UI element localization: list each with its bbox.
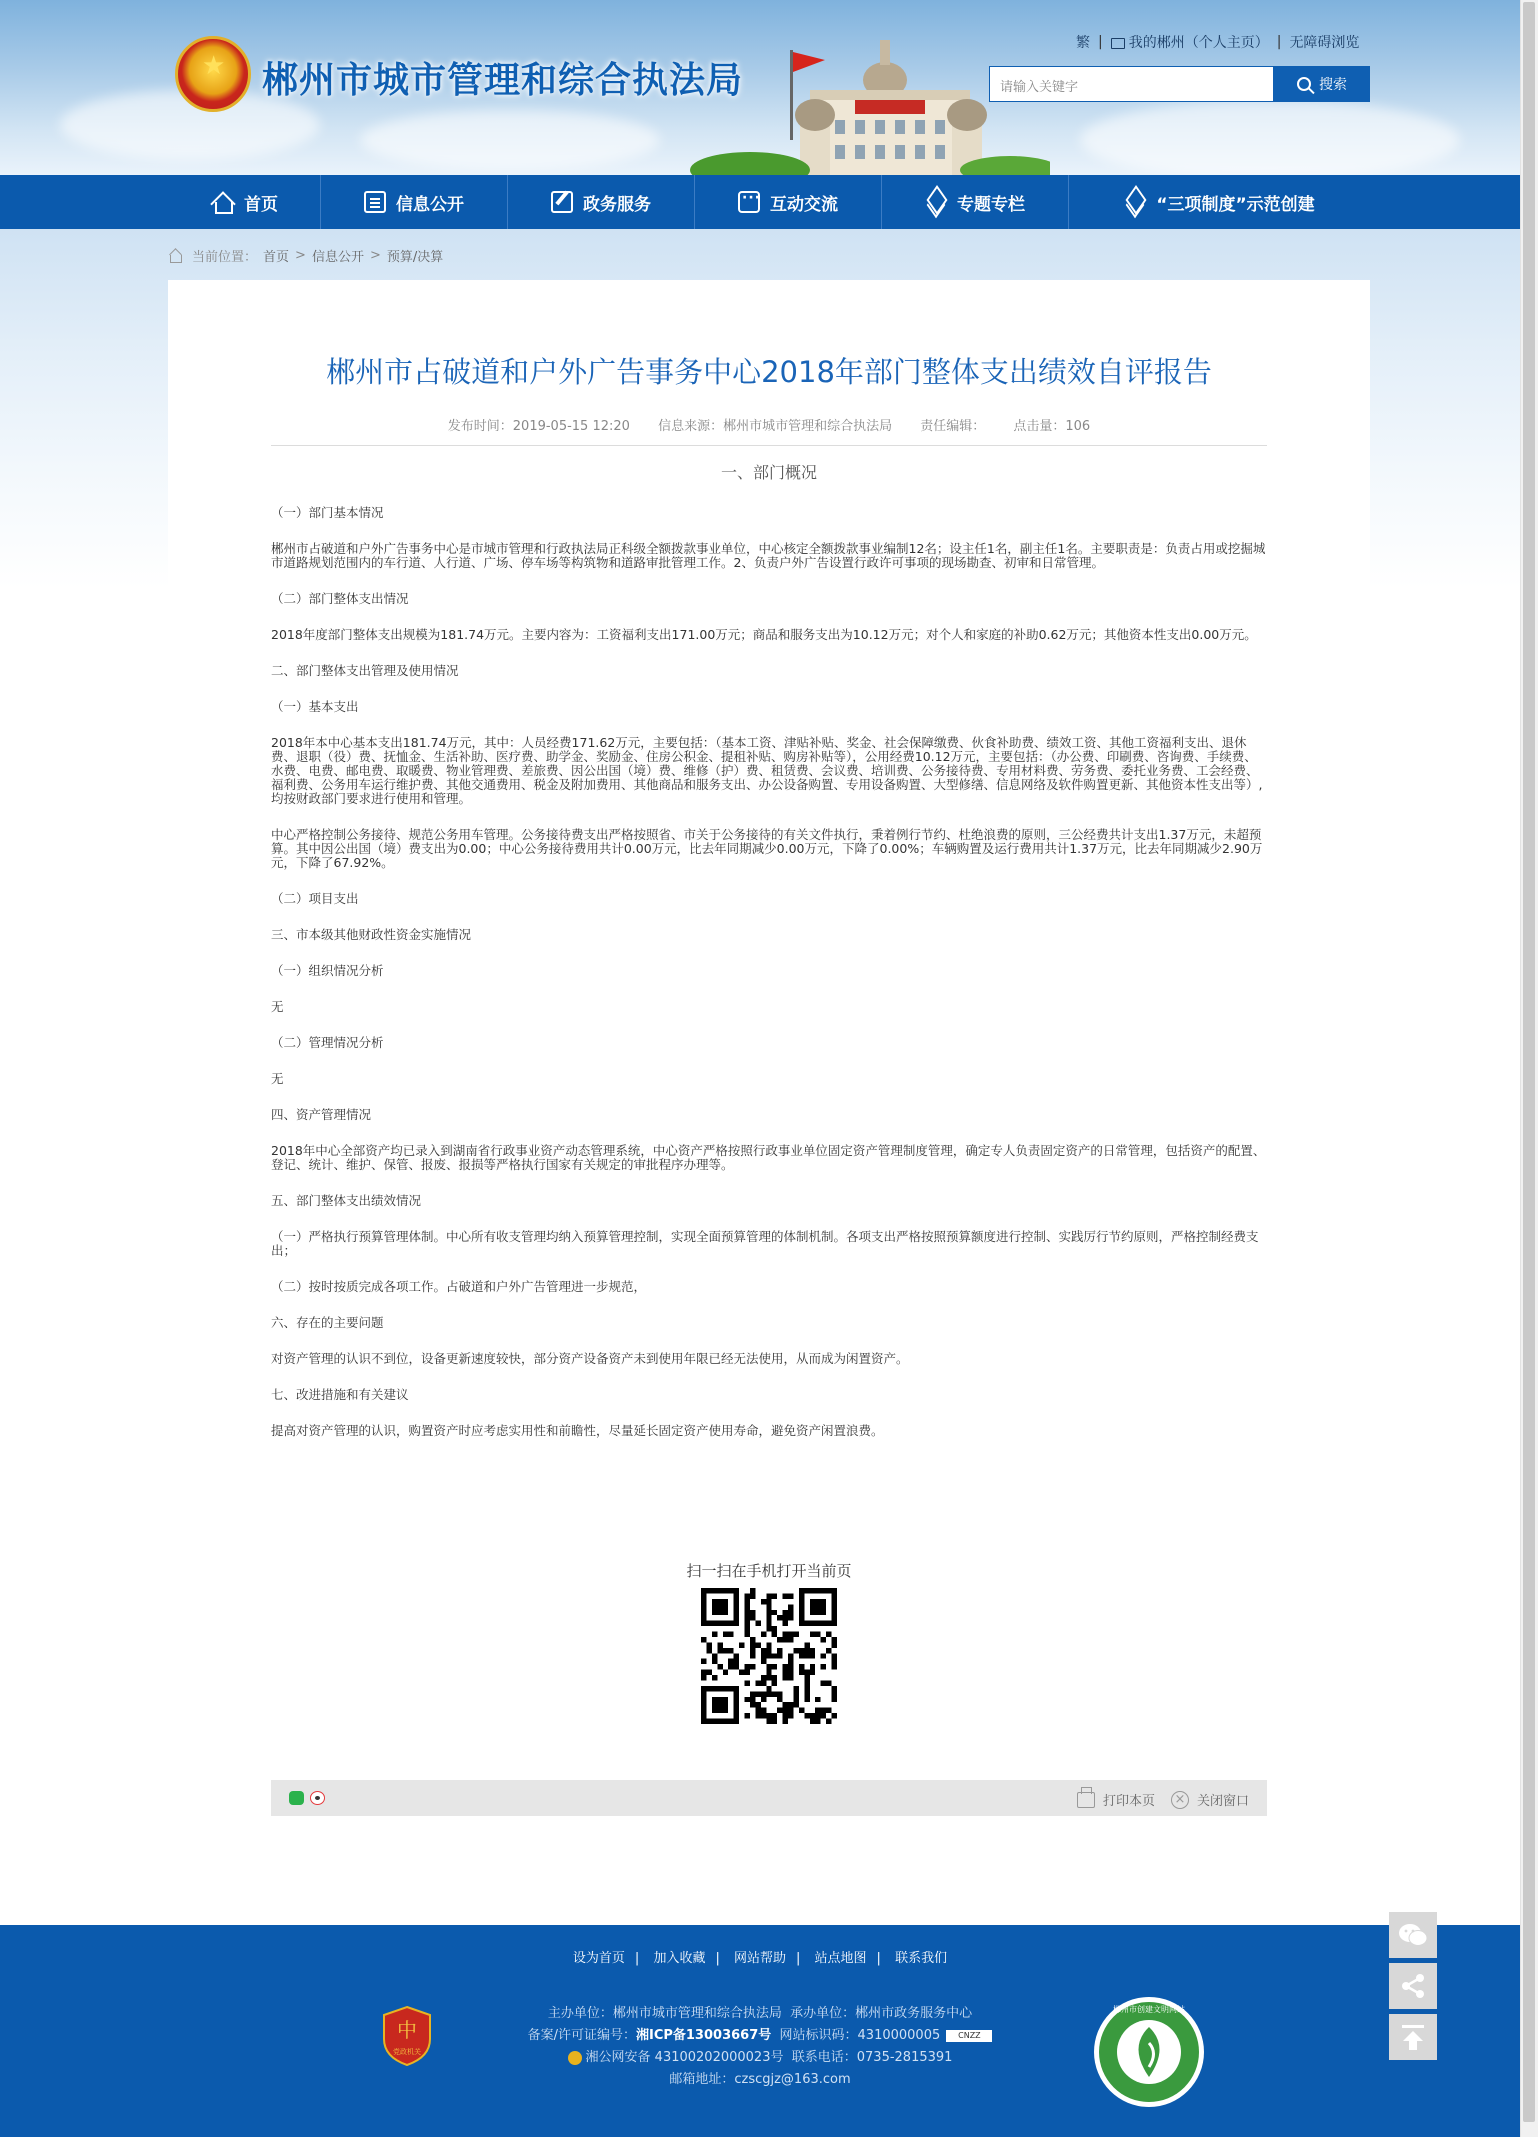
edit-icon xyxy=(551,191,573,213)
site-title[interactable]: 郴州市城市管理和综合执法局 xyxy=(262,60,744,101)
police-badge-icon xyxy=(568,2051,582,2065)
icp-label: 备案/许可证编号： xyxy=(527,2028,636,2043)
paragraph: 2018年中心全部资产均已录入到湖南省行政事业资产动态管理系统，中心资产严格按照行政事业单位固定资产管理制度管理，确定专人负责固定资产的日常管理，包括资产的配置、登记、统计、维护、保管、报废、报损等严格执行国家有关规定的审批程序办理等。 xyxy=(271,1143,1266,1172)
paragraph: 四、资产管理情况 xyxy=(271,1107,372,1122)
breadcrumb-home-link[interactable]: 首页 xyxy=(263,250,290,265)
breadcrumb-budget-link[interactable]: 预算/决算 xyxy=(386,250,444,265)
paragraph: 对资产管理的认识不到位，设备更新速度较快，部分资产设备资产未到使用年限已经无法使用，从而成为闲置资产。 xyxy=(271,1351,909,1366)
nav-item-label: 信息公开 xyxy=(396,194,464,215)
section-heading: 一、部门概况 xyxy=(720,463,817,482)
breadcrumb-info-link[interactable]: 信息公开 xyxy=(311,250,364,265)
article-toolbar xyxy=(271,1780,1267,1816)
badge-right-text: 郴州市创建文明网站 xyxy=(1113,2005,1185,2014)
close-icon: × xyxy=(1171,1791,1189,1809)
document-icon xyxy=(364,191,386,213)
paragraph: 六、存在的主要问题 xyxy=(271,1315,384,1330)
paragraph: 2018年本中心基本支出181.74万元，其中：人员经费171.62万元，主要包括：（基本工资、津贴补贴、奖金、社会保障缴费、伙食补助费、绩效工资、其他工资福利支出、退休费、退职（役）费、抚恤金、生活补助、医疗费、助学金、奖励金、住房公积金、提租补贴、购房补贴等），公用经费10.12万元，主要包括：（办公费、印刷费、咨询费、手续费、水费、电费、邮电费、取暖费、物业管理费、差旅费、因公出国（境）费、维修（护）费、租赁费、会议费、培训费、公务接待费、专用材料费、劳务费、委托业务费、工会经费、福利费、公务用车运行维护费、其他交通费用、税金及附加费用、其他商品和服务支出、办公设备购置、专用设备购置、大型修缮、信息网络及软件购置更新、其他资本性支出等）,均按财政部门要求进行使用和管理。 xyxy=(271,735,1263,806)
chat-icon xyxy=(738,191,760,213)
monitor-icon xyxy=(1111,38,1125,49)
footer-link-contact[interactable]: 联系我们 xyxy=(895,1951,948,1966)
site-header xyxy=(0,0,1520,175)
cnzz-icon[interactable]: CNZZ xyxy=(946,2030,992,2042)
separator: | xyxy=(876,1951,881,1966)
wechat-float-button[interactable] xyxy=(1389,1912,1437,1958)
scrollbar-thumb[interactable] xyxy=(1523,2,1535,2122)
contact-phone: 联系电话：0735-2815391 xyxy=(791,2050,953,2065)
click-count: 点击量：106 xyxy=(1013,419,1091,434)
nav-item-topics[interactable] xyxy=(882,175,1069,229)
share-float-button[interactable] xyxy=(1389,1963,1437,2009)
paragraph: （二）管理情况分析 xyxy=(271,1035,384,1050)
print-page-button[interactable] xyxy=(1077,1790,1155,1809)
back-to-top-button[interactable] xyxy=(1389,2014,1437,2060)
search-button-label: 搜索 xyxy=(1319,77,1347,93)
nav-item-label: 互动交流 xyxy=(770,194,838,215)
top-links xyxy=(1076,32,1359,52)
home-icon xyxy=(168,250,182,262)
nav-item-label: 政务服务 xyxy=(583,194,651,215)
paragraph: （一）基本支出 xyxy=(271,699,359,714)
cloud-decoration xyxy=(1080,100,1460,175)
nav-item-home[interactable] xyxy=(168,175,321,229)
article-title: 郴州市占破道和户外广告事务中心2018年部门整体支出绩效自评报告 xyxy=(326,355,1212,389)
separator: | xyxy=(715,1951,720,1966)
divider xyxy=(271,445,1267,446)
close-label: 关闭窗口 xyxy=(1196,1794,1249,1809)
breadcrumb-separator: > xyxy=(369,248,381,263)
article-card xyxy=(168,280,1370,1940)
paragraph: 提高对资产管理的认识，购置资产时应考虑实用性和前瞻性，尽量延长固定资产使用寿命，避免资产闲置浪费。 xyxy=(271,1423,884,1438)
breadcrumb xyxy=(168,246,443,265)
traditional-chinese-link[interactable]: 繁 xyxy=(1076,35,1090,51)
svg-text:中: 中 xyxy=(397,2018,417,2042)
footer-link-favorite[interactable]: 加入收藏 xyxy=(653,1951,706,1966)
search-icon xyxy=(1297,77,1311,91)
layers-icon xyxy=(925,191,947,213)
footer-links xyxy=(0,1947,1520,1966)
nav-item-label: “三项制度”示范创建 xyxy=(1156,194,1315,215)
search-button[interactable] xyxy=(1274,66,1370,102)
qr-label: 扫一扫在手机打开当前页 xyxy=(686,1562,852,1580)
paragraph: 无 xyxy=(271,999,284,1014)
paragraph: 五、部门整体支出绩效情况 xyxy=(271,1193,422,1208)
paragraph: 郴州市占破道和户外广告事务中心是市城市管理和行政执法局正科级全额拨款事业单位，中心核定全额拨款事业编制12名；设主任1名，副主任1名。主要职责是：负责占用或挖掘城市道路规划范围内的车行道、人行道、广场、停车场等构筑物和道路审批管理工作。2、负责户外广告设置行政许可事项的现场勘查、初审和日常管理。 xyxy=(271,541,1266,570)
paragraph: （一）严格执行预算管理体制。中心所有收支管理均纳入预算管理控制，实现全面预算管理的体制机制。各项支出严格按照预算额度进行控制、实践厉行节约原则，严格控制经费支出； xyxy=(271,1229,1259,1258)
layers-icon xyxy=(1124,191,1146,213)
separator: | xyxy=(1098,34,1103,50)
separator: | xyxy=(634,1951,640,1966)
wechat-icon xyxy=(1398,1922,1428,1948)
footer-info xyxy=(0,2003,1520,2091)
civilized-website-badge-icon[interactable] xyxy=(1092,1995,1206,2109)
breadcrumb-prefix: 当前位置： xyxy=(192,250,258,265)
paragraph: （一）部门基本情况 xyxy=(271,505,384,520)
paragraph: 三、市本级其他财政性资金实施情况 xyxy=(271,927,472,942)
footer-link-set-home[interactable]: 设为首页 xyxy=(572,1951,625,1966)
badge-left-text: 党政机关 xyxy=(393,2048,421,2056)
police-record[interactable]: 湘公网安备 43100202000023号 xyxy=(585,2050,784,2065)
info-source: 信息来源：郴州市城市管理和综合执法局 xyxy=(658,419,893,434)
nav-item-label: 专题专栏 xyxy=(957,194,1025,215)
home-icon xyxy=(210,191,234,213)
my-chenzhou-link[interactable] xyxy=(1111,32,1269,52)
paragraph: （一）组织情况分析 xyxy=(271,963,384,978)
paragraph: 无 xyxy=(271,1071,284,1086)
nav-item-gov-service[interactable] xyxy=(508,175,695,229)
printer-icon xyxy=(1077,1792,1095,1808)
main-navigation xyxy=(0,175,1520,229)
paragraph: （二）部门整体支出情况 xyxy=(271,591,409,606)
contact-email: 邮箱地址：czscgjz@163.com xyxy=(669,2072,851,2087)
separator: | xyxy=(796,1951,801,1966)
article-meta xyxy=(168,415,1370,434)
cloud-decoration xyxy=(360,110,660,170)
separator: | xyxy=(1276,34,1282,50)
search-input[interactable]: 请输入关键字 xyxy=(989,66,1274,102)
site-footer xyxy=(0,1925,1520,2137)
nav-item-three-systems[interactable] xyxy=(1069,175,1370,229)
weibo-share-icon[interactable] xyxy=(310,1791,325,1805)
article-content xyxy=(271,463,1267,1460)
breadcrumb-separator: > xyxy=(295,248,306,263)
share-icon xyxy=(1399,1972,1427,2000)
footer-link-help[interactable]: 网站帮助 xyxy=(733,1951,786,1966)
my-chenzhou-label: 我的郴州（个人主页） xyxy=(1128,35,1269,51)
wechat-share-icon[interactable] xyxy=(289,1791,304,1805)
paragraph: （二）按时按质完成各项工作。占破道和户外广告管理进一步规范， xyxy=(271,1279,647,1294)
nav-item-info-disclosure[interactable] xyxy=(321,175,508,229)
organizer: 承办单位：郴州市政务服务中心 xyxy=(790,2006,973,2021)
paragraph: 二、部门整体支出管理及使用情况 xyxy=(271,663,459,678)
nav-item-interaction[interactable] xyxy=(695,175,882,229)
responsible-editor: 责任编辑： xyxy=(920,419,986,434)
paragraph: （二）项目支出 xyxy=(271,891,359,906)
nav-item-label: 首页 xyxy=(244,194,278,215)
icp-number[interactable]: 湘ICP备13003667号 xyxy=(635,2028,772,2043)
arrow-up-icon xyxy=(1400,2023,1426,2051)
national-emblem-icon: ★ xyxy=(175,36,251,112)
publish-time: 发布时间：2019-05-15 12:20 xyxy=(447,419,630,434)
paragraph: 七、改进措施和有关建议 xyxy=(271,1387,409,1402)
sponsor: 主办单位：郴州市城市管理和综合执法局 xyxy=(547,2006,782,2021)
share-icons xyxy=(289,1791,325,1805)
footer-link-sitemap[interactable]: 站点地图 xyxy=(814,1951,867,1966)
close-window-button[interactable] xyxy=(1171,1790,1249,1809)
site-id: 网站标识码：4310000005 xyxy=(779,2028,941,2043)
paragraph: 中心严格控制公务接待、规范公务用车管理。公务接待费支出严格按照省、市关于公务接待的有关文件执行，秉着例行节约、杜绝浪费的原则，三公经费共计支出1.37万元，未超预算。其中因公出国（境）费支出为0.00；中心公务接待费用共计0.00万元，比去年同期减少0.00万元，下降了0.00%；车辆购置及运行费用共计1.37万元，比去年同期减少2.90万元，下降了67.92%。 xyxy=(271,827,1263,870)
print-label: 打印本页 xyxy=(1102,1794,1155,1809)
accessible-browsing-link[interactable]: 无障碍浏览 xyxy=(1289,35,1360,51)
qr-code-image xyxy=(701,1588,837,1724)
paragraph: 2018年度部门整体支出规模为181.74万元。主要内容为：工资福利支出171.00万元；商品和服务支出为10.12万元；对个人和家庭的补助0.62万元；其他资本性支出0.00万元。 xyxy=(271,627,1257,642)
